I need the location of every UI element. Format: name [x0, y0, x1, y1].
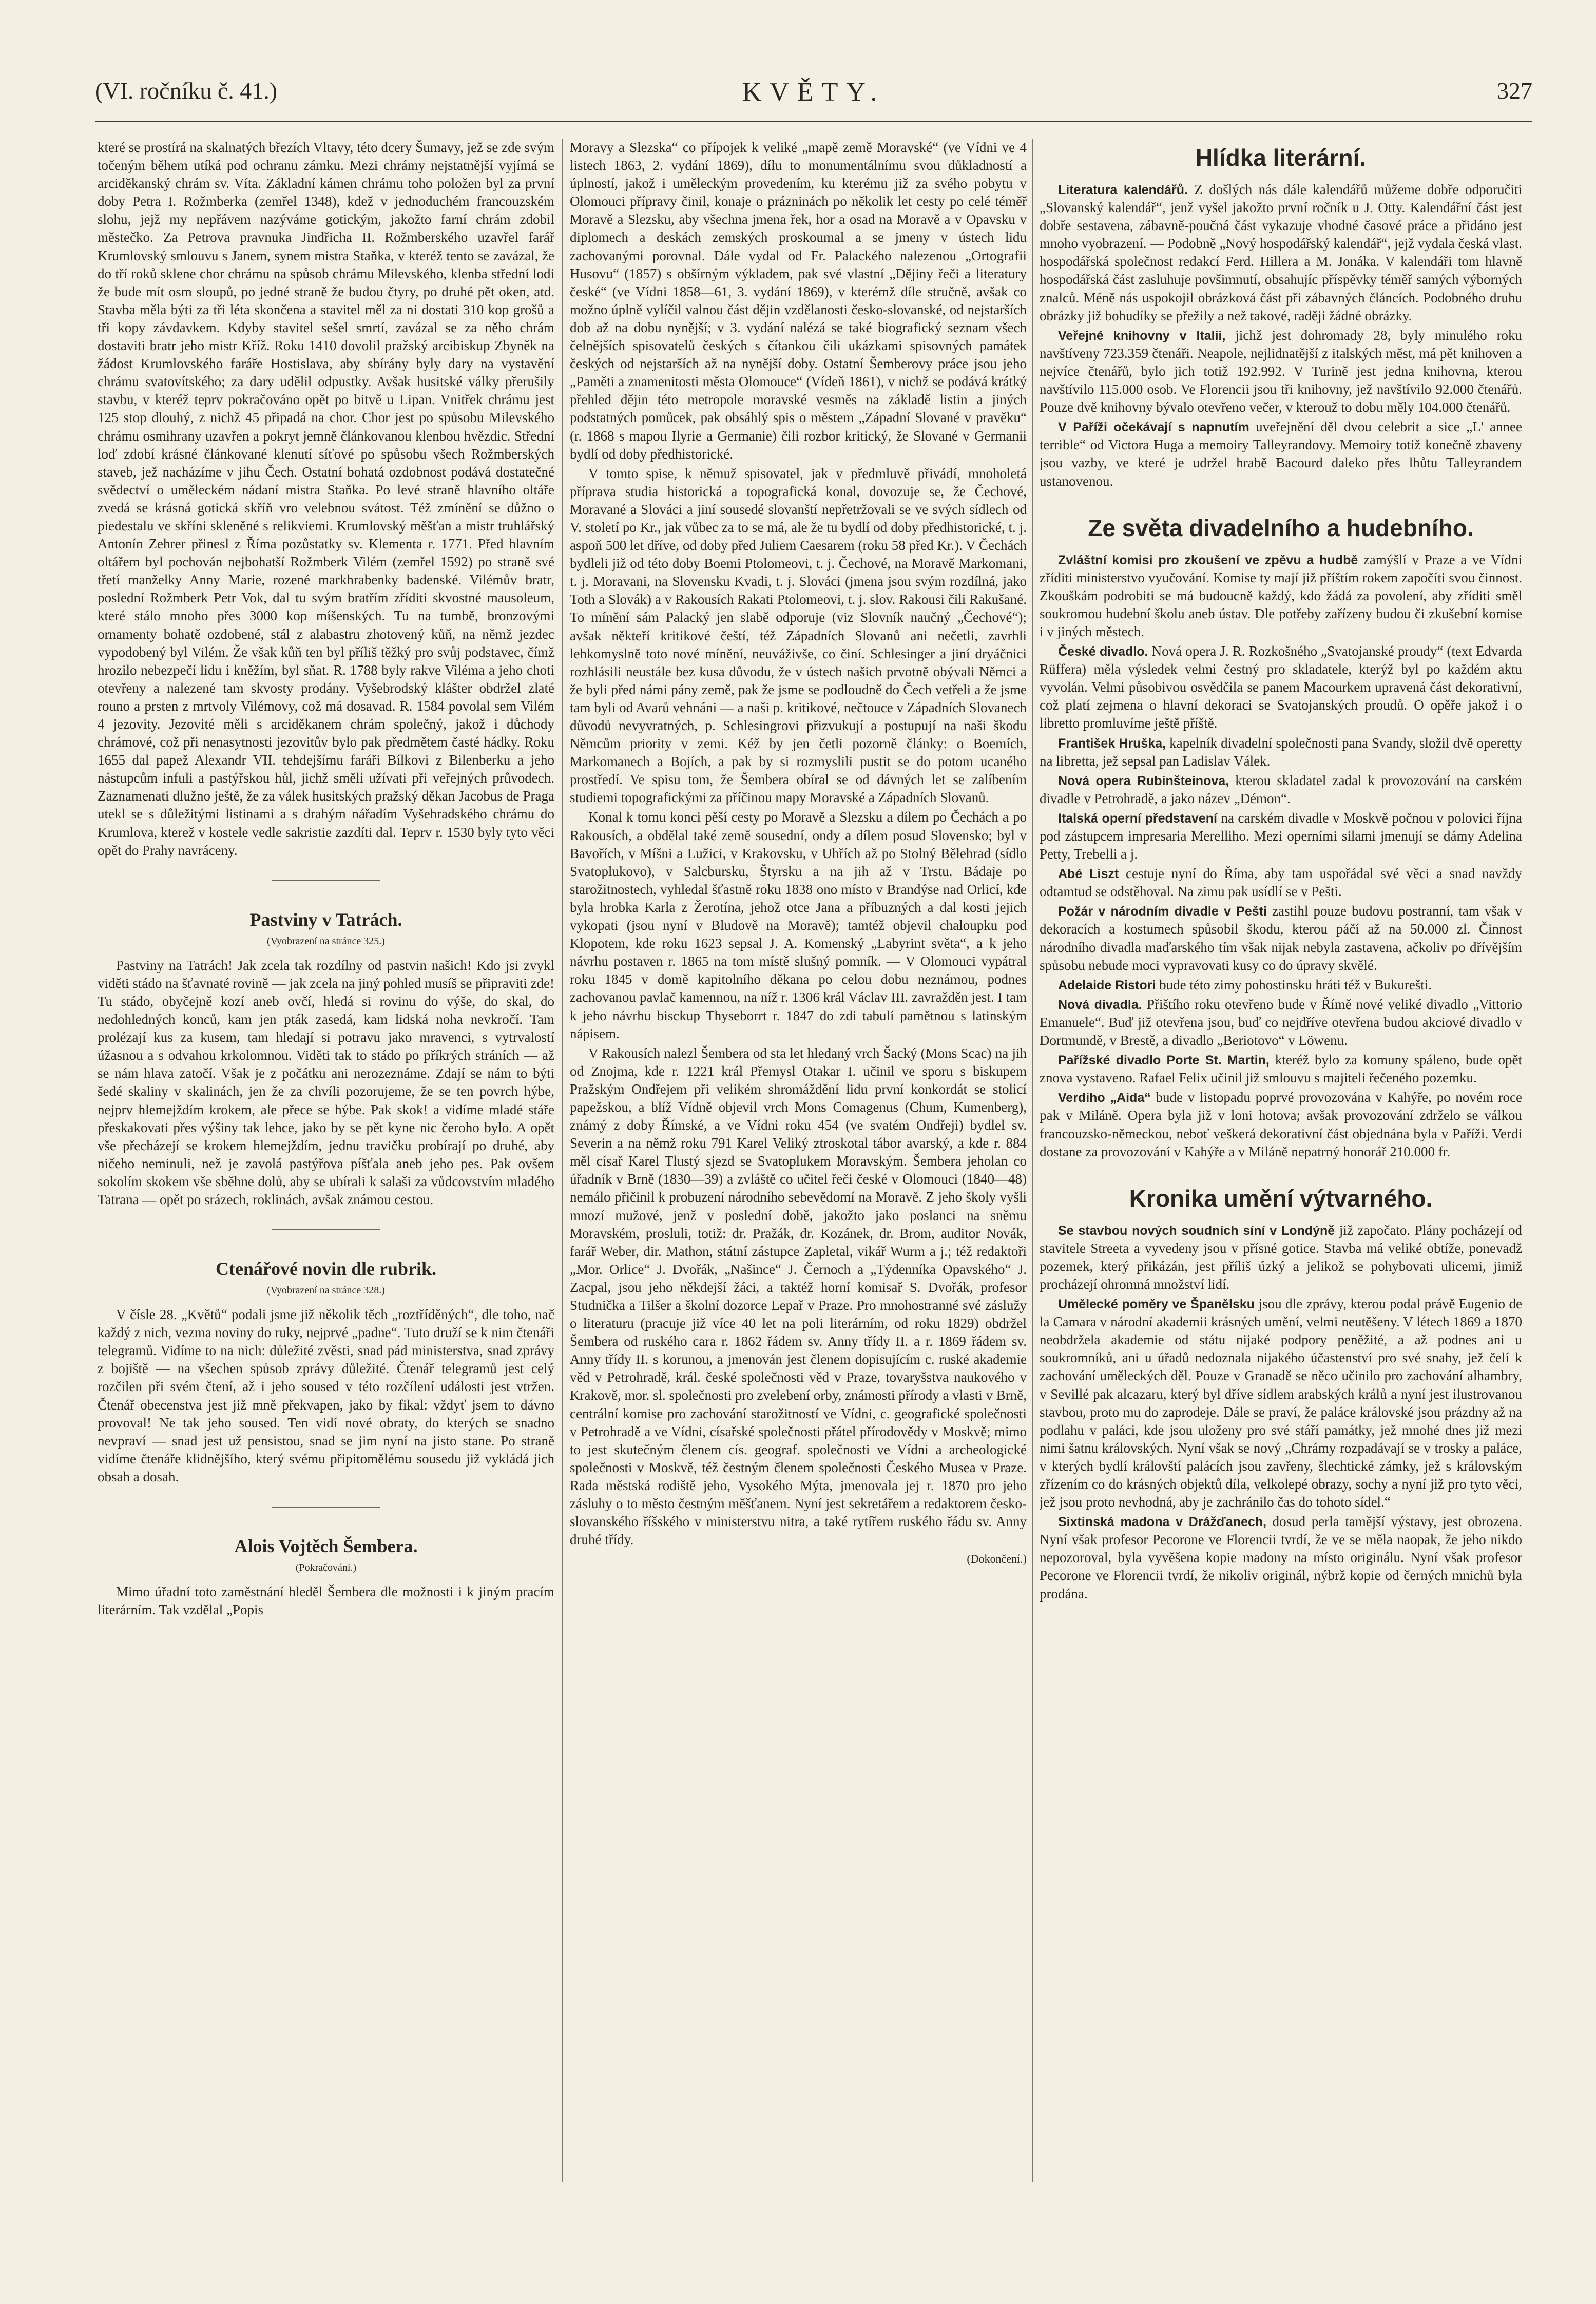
paragraph [1040, 976, 1522, 994]
paragraph-keyword: Verdiho „Aida“ [1058, 1091, 1151, 1106]
paragraph: V tomto spise, k němuž spisovatel, jak v předmluvě přivádí, mnoholetá příprava studia historická a topografická konal, dovozuje se, že Čechové, Moravané a Slováci a jiní sousedé slovanští nepřetržovali se ve svých sídlech od V. století po Kr., jak vůbec za to se má, ale že tu bydlí od doby předhistorické, t. j. aspoň 500 let dříve, od doby před Juliem Caesarem (roku 58 před Kr.). V Čechách bydleli již od této doby Boemi Ptolomeovi, t. j. Čechové, na Moravě Markomani, t. j. Moravani, na Slovensku Kvadi, t. j. Slováci (jmena jsou svým rozdílná, jako Toth a Slovák) a v Rakousích Rakati Ptolomeovi, t. j. slov. Rakousi čili Rakušané. To mínění sám Palacký jen slabě odporuje (viz Slovník naučný „Čechové“); avšak někteří kritikové čeští, též Západních Slovanů ani nečetli, zavrhli lehkomyslně toto nové mínění, neuváživše, co činí. Schlesinger a jiní dryáčnici rozhlásili neustále bez kusa důvodu, že v ústech našich prvotně obývali Němci a že byli před námi pány země, pak že jsme se podloudně do Čech vetřeli a že jsme tam byli od Avarů vehnáni — a naši p. kritikové, nečtouce v Západních Slovanech důvodů nevyvratných, p. Schlesingrovi přizvukují a postupují na naši škodu Němcům priority v zemi. Kéž by jen četli pozorně články: o Boemích, Markomanech a Bojích, a pak by si rozmyslili pustit se do potom ucaného prostředí. Ve spisu tom, že Šembera obíral se od dávných let se zalíbením studiemi topografickými za příčinou mapy Moravské a Západních Slovanů. [570, 465, 1027, 806]
paragraph-text: kteréž bylo za komuny spáleno, bude opět znova vystaveno. Rafael Felix učinil již smlouvu s majiteli řečeného pozemku. [1040, 1052, 1522, 1086]
column-left [98, 139, 554, 2213]
paragraph [1040, 809, 1522, 863]
paragraph-text: Přištího roku otevřeno bude v Římě nové veliké divadlo „Vittorio Emanuele“. Buď již otevřena jsou, buď co nejdříve otevřena budou akciové divadlo v Dortmundě, v Brestě, a divadlo „Beriotovo“ v Löwenu. [1040, 996, 1522, 1049]
paragraph-keyword: Požár v národním divadle v Pešti [1058, 904, 1267, 919]
paragraph [1040, 418, 1522, 490]
paragraph-keyword: Adelaide Ristori [1058, 978, 1156, 993]
paragraph-text: Z došlých nás dále kalendářů můžeme dobře odporučiti „Slovanský kalendář“, jenž vyšel jakožto první ročník u J. Otty. Kalendářní část jest dobře sestavena, zábavně-poučná část vykazuje vhodné časové práce a přidáno jest mnoho vyobrazení. — Podobně „Nový hospodářský kalendář“, jejž vydala česká vlast. hospodářská společnost redakcí Ferd. Hillera a M. Jonáka. V kalendáři tom hlavně hospodářská část zasluhuje povšimnutí, obsahujíc příspěvky téměř samých výborných znalců. Méně nás uspokojil obrázková část při zábavných článcích. Podobného druhu obrázky již bohudíky se přežily a než takové, raději žádné obrázky. [1040, 182, 1522, 323]
paragraph [1040, 551, 1522, 641]
paragraph-keyword: Veřejné knihovny v Italii, [1058, 328, 1226, 343]
separator [272, 880, 380, 881]
paragraph-keyword: František Hruška, [1058, 736, 1166, 751]
paragraph-keyword: České divadlo. [1058, 644, 1148, 659]
volume-issue: (VI. ročníku č. 41.) [95, 78, 278, 104]
continuation-note: (Dokončení.) [967, 1552, 1027, 1566]
article-note: (Pokračování.) [295, 1562, 357, 1573]
paragraph: V čísle 28. „Květů“ podali jsme již několik těch „roztříděných“, dle toho, nač každý z nich, vezma noviny do ruky, nejprvé „padne“. Tuto druží se k nim čtenáři telegramů. Vidíme to na nich: důležité zvěsti, snad pád ministerstva, snad zprávy z bojiště — na všechen spůsob zprávy důležité. Čtenář telegramů jest celý rozčilen při svém čtení, až i jeho soused v této rozčílení události jest vtržen. Čtenář obecenstva jest již mně překvapen, jako by fikal: vždyť jsem to dávno provoval! Ne tak jeho soused. Ten vidí nové obraty, do kterých se snadno nevpraví — snad jest už pensistou, snad se jim nyní na jisto stane. Po straně vidíme čtenáře klidnějšího, který svému připitomělému sousedu již vykládá jich obsah a dosah. [98, 1307, 554, 1484]
paragraph-text: zamýšlí v Praze a ve Vídni zříditi ministerstvo vyučování. Komise ty mají již příštím rokem započíti svou činnost. Zkouškám podrobiti se má budoucně každý, kdo žádá za povolení, aby zříditi směl soukromou hudební školu aneb ústav. Dle potřeby zařízeny budou či zkušební komise i v jiných městech. [1040, 551, 1522, 639]
article-note: (Vyobrazení na stránce 328.) [267, 1285, 385, 1297]
paragraph-keyword: Literatura kalendářů. [1058, 183, 1188, 197]
section-title: Ze světa divadelního a hudebního. [1088, 514, 1474, 541]
paragraph-text: Nová opera J. R. Rozkošného „Svatojanské proudy“ (text Edvarda Rüffera) měla výsledek velmi čestný pro skladatele, kterýž byl po každém aktu vyvolán. Velmi působivou osvědčila se panem Macourkem upravená část dekorativní, což platí zejmena o hlavní dekoraci se Svatojanských proudů. O opěře jakož i o libretto promluvíme ještě příště. [1040, 643, 1522, 731]
paragraph: které se prostírá na skalnatých březích Vltavy, této dcery Šumavy, jež se zde svým točeným během utíká pod ochranu zámku. Mezi chrámy nejstatnější vyjímá se arciděkanský chrám sv. Víta. Základní kámen chrámu toho položen byl za první doby Petra I. Rožmberka (zemřel 1348), kdež v jednoduchém francouzském slohu, jejž my nepřávem nazýváme gotickým, jakožto farní chrám zdobil městečko. Za Petrova pravnuka Jindřicha II. Rožmberského uzavřel farář Krumlovský smlouvu s Janem, synem mistra Staňka, v kteréž tento se zavázal, že do tří roků sklene chor chrámu na spůsob chrámu Milevského, klenba střední lodi že bude mít osm sloupů, po jedné straně že budou čtyry, po druhé pět oken, atd. Stavba měla býti za tři léta skončena a stavitel měl za ni dostati 310 kop grošů a tři kopy závdavkem. Kdyby stavitel sešel smrtí, zavázal se za něho chrám dostaviti bratr jeho mistr Kříž. Roku 1410 dovolil pražský arcibiskup Zbyněk na žádost Krumlovského faráře Hostislava, aby sbírány byly dary na vystavění chrámu svatovítského; za dary udělil odpustky. Avšak husitské války přerušily stavbu, v kteréž teprv pokračováno opět po bitvě u Lipan. Vnitřek chrámu jest 125 stop dlouhý, z nichž 45 připadá na chor. Chor jest po spůsobu Milevského chrámu osmihrany uzavřen a pokryt jemně článkovanou klenbou hvězdic. Střední loď zdobí krásné článkované klenutí síťové po spůsobu všech Rožmberských staveb, jež nacházíme v jihu Čech. Ostatní bohatá ozdobnost podává dostatečné svědectví o uměleckém nádaní mistra Staňka. Po levé straně hlavního oltáře zvedá se krásná gotická skříň vro velebnou svátost. Též zmínění se důžno o piedestalu ve skříni skleněné s relikviemi. Krumlovský měšťan a mistr truhlářský Antonín Zehrer přinesl z Říma pozůstatky sv. Klementa r. 1771. Před hlavním oltářem byl pochován nejbohatší Rožmberk Vilém (zemřel 1592) po straně své třetí manželky Anny Marie, rozené markhrabenky badenské. Vilémův bratr, poslední Rožmberk Petr Vok, dal tu svým bratřím zříditi skvostné mausoleum, které stálo mnoho přes 3000 kop míšenských. Tu na tumbě, bronzovými ornamenty bohatě ozdobené, stál z alabastru zhotovený kůň, na němž jezdec vypodobený byl Vilém. Že však kůň ten byl příliš těžký pro svůj podstavec, čímž hrozilo nebezpečí lidu i kněžím, byl sňat. R. 1788 byly rakve Viléma a jeho choti otevřeny a nalezené tam skvosty prodány. Vyšebrodský klášter obdržel zlaté rouno a prsten z mrtvoly Vilémovy, což má dosavad. R. 1584 povolal sem Vilém 4 jezovity. Jezovité měli s arciděkanem chrám společný, jakož i důchody chrámové, což při nenasytnosti jezovitův bylo pak předmětem časté hádky. Roku 1655 dal papež Alexandr VII. tehdejšímu faráři Bílkovi z Bilenberku a jeho nástupcům infuli a pastýřskou hůl, jichž směli užívati při veřejných průvodech. Zaznamenati dlužno ještě, že za válek husitských pražský děkan Jacobus de Praga utekl se s důležitými listinami a s drahým nářadím Vyšehradského chrámu do Krumlova, kterež v kostele vedle sakristie zazdíti dal. Teprv r. 1530 byly tyto věci opět do Prahy navráceny. [98, 140, 554, 858]
page-number: 327 [1497, 78, 1532, 104]
paragraph [1040, 327, 1522, 416]
section-title: Hlídka literární. [1195, 144, 1367, 171]
paragraph [1040, 1295, 1522, 1511]
column-divider [1032, 139, 1033, 2182]
paragraph [1040, 865, 1522, 901]
paragraph-text: uveřejnění děl dvou celebrit a sice „L' annee terrible“ od Victora Huga a memoiry Talleyrandovy. Memoiry totiž konečně zbaveny jsou vazby, ve které je udržel hrabě Bacourd dalekо přes lhůtu Talleyrandem ustanovenou. [1040, 419, 1522, 489]
paragraph [1040, 734, 1522, 770]
paragraph-keyword: Pařížské divadlo Porte St. Martin, [1058, 1053, 1270, 1068]
paragraph [1040, 181, 1522, 325]
paragraph-keyword: Nová opera Rubinšteinova, [1058, 773, 1229, 788]
paragraph: Mimo úřadní toto zaměstnání hleděl Šembera dle možnosti i k jiným pracím literárním. Tak vzdělal „Popis [98, 1584, 554, 1618]
paragraph-text: jichž jest dohromady 28, byly minulého roku navštíveny 723.359 čtenáři. Neapole, nejlidnatější z italských měst, má pět knihoven a nejvíce čtenářů, bylo jich totiž 192.992. V Turině jest jedna knihovna, kterou navštívilo 115.000 osob. Ve Florencii jsou tři knihovny, jež navštívilo 92.000 čtenářů. Pouze dvě knihovny bývalo otevřeno večer, v kterouž to dobu měly 104.000 čtenářů. [1040, 327, 1522, 415]
paragraph-text: již započato. Plány pocházejí od stavitele Streeta a vyvedeny jsou v přísné gotice. Stavba má veliké obtíže, ponevadž pozemek, který přikázán, jest příliš úzký a jelikož se pohybovati ulicemi, jimiž procházejí ohromná množství lidí. [1040, 1222, 1522, 1292]
paragraph-keyword: Abé Liszt [1058, 867, 1119, 882]
paragraph-keyword: V Paříži očekávají s napnutím [1058, 420, 1249, 435]
paragraph [1040, 772, 1522, 808]
paragraph [1040, 1513, 1522, 1603]
paragraph [1040, 996, 1522, 1050]
paragraph-text: bude v listopadu poprvé provozována v Kahýře, po novém roce pak v Miláně. Opera byla již v loni hotova; avšak provozování zdrželo se válkou francouzsko-německou, neboť veškerá dekorativní část objednána byla v Paříži. Verdi dostane za provozování v Kahýře a v Miláně nepatrný honorář 210.000 fr. [1040, 1090, 1522, 1159]
column-divider [562, 139, 563, 2182]
page-header [95, 77, 1532, 123]
separator [272, 1229, 380, 1230]
paragraph [1040, 1222, 1522, 1293]
paragraph: Pastviny na Tatrách! Jak zcela tak rozdílny od pastvin našich! Kdo jsi zvykl viděti stádo na šťavnaté rovině — jak zcela na jiný pohled musíš se připraviti zde! Tu stádo, obyčejně kozí aneb ovčí, hledá si rovinu do výše, do skal, do nedohledných konců, kam jen pták zasedá, kam lidská noha nevkročí. Tam prolézají kus za kusem, tam hledají si potravu jako mravenci, s vytrvalostí úžasnou a s odvahou krkolomnou. Viděti tak to stádo po příkrých stráních — až se nám hlava zatočí. Však je z počátku ani nerozeznáme. Zdají se nám to býti šedé skaliny v skalinách, jen že za chvíli pozorujeme, že se ten povrch hýbe, nejprv hlemejždím krokem, ale přece se hýbe. Pak skok! a vidíme mladé stáře přeskakovati přes výšiny tak lehce, jako by se pět kyne nic čeroho bylo. A opět vše přecházejí se krokem hlemejždím, jednu travičku probírají po druhé, aby ničeho neminuli, než je zavolá pastýřova píšťala aneb jeho pes. Pak ovšem sokolím skokem vše sběhne dolů, aby se ubírali k salaši za vůdcovstvím mladého Tatrana — opět po srázech, roklinách, avšak známou cestou. [98, 957, 554, 1207]
paragraph-text: kterou skladatel zadal k provozování na carském divadle v Petrohradě, a jako název „Démon“. [1040, 772, 1522, 806]
column-middle [570, 139, 1027, 2213]
paragraph [1040, 1051, 1522, 1087]
separator [272, 1507, 380, 1508]
paragraph-keyword: Nová divadla. [1058, 997, 1142, 1012]
paragraph: Konal k tomu konci pěší cesty po Moravě a Slezsku a dílem po Čechách a po Rakousích, a obdělal také země sousední, ondy a dílem posud Slovensko; byl v Bavořích, v Míšni a Lužici, v Krakovsku, v Uhřích až po Stolný Bělehrad (sídlo Svatoplukovo), v Salcbursku, Štyrsku a na jih až v Trstu. Bádaje po starožitnostech, vyhledal šťastně roku 1838 ono místo v Brandýse nad Orlicí, kde byla hrobka Karla z Žerotína, jehož otce Jana a příbuzných a dal kosti jejich vykopati (jsou nyní v Bludově na Moravě); tamtéž objevil chaloupku pod Klopotem, kde roku 1623 sepsal J. A. Komenský „Labyrint světa“, a k jeho návrhu postaven r. 1865 na tom místě slušný pomník. — V Olomouci vypátral roku 1845 v domě kapitolního děkana po celou dobu neznámou, podnes zachovanou pavlač kamennou, na níž r. 1306 král Václav III. zavražděn jest. I tam k jeho návrhu bisckup Thyseborrt r. 1847 do zdi tabulí pamětnou s latinským nápisem. [570, 809, 1027, 1041]
column-right [1040, 139, 1522, 2213]
article-note: (Vyobrazení na stránce 325.) [267, 935, 385, 947]
journal-title: KVĚTY. [742, 78, 886, 107]
paragraph-text: kapelník divadelní společnosti pana Svandy, složil dvě operetty na libretta, jež sepsal pan Ladislav Válek. [1040, 735, 1522, 769]
paragraph-keyword: Umělecké poměry ve Španělsku [1058, 1297, 1255, 1312]
paragraph-text: bude této zimy pohostinsku hráti též v Bukurešti. [1156, 977, 1432, 993]
paragraph: V Rakousích nalezl Šembera od sta let hledaný vrch Šacký (Mons Scac) na jih od Znojma, kde r. 1221 král Přemysl Otakar I. učinil ve sporu s biskupem Pražským Ondřejem při velikém shromáždění lidu první konkordát se stolicí papežskou, a blíž Vídně objevil vrch Mons Comagenus (Chum, Kumenberg), známý z doby Římské, a ve Vídni roku 454 (ve svatém Ondřeji) bydlel sv. Severin a na němž roku 791 Karel Veliký ztroskotal tábor avarský, a kde r. 884 měl císař Karel Tlustý sjezd se Svatoplukem Moravským. Šembera jeholan co úřadník v Brně (1830—39) a zvláště co učitel řeči české v Olomouci (1840—48) nemálo přičinil k probuzení národního sebevědomí na Moravě. Z jeho školy vyšli mnozí mužové, jenž v poslední době, jakožto jako poslanci na sněmu Moravském, prosluli, totiž: dr. Pražák, dr. Kozánek, dr. Brom, auditor Novák, farář Weber, dir. Mathon, státní zástupce Zapletal, vikář Wurm a j.; též redaktoři „Mor. Orlice“ J. Dvořák, „Našince“ J. Černoch a „Týdenníka Opavského“ J. Zacpal, jsou jeho někdejší žáci, a taktéž horní komisař S. Dvořák, profesor Studnička a Tilšer a školní dozorce Lepař v Praze. Pro mnohostranné své záslužy o literaturu (pracuje již více 40 let na poli literárním, od roku 1829) obdržel Šembera od ruského cara r. 1862 řádem sv. Anny třídy II. a r. 1869 řádem sv. Anny třídy II. s korunou, a jmenován jest členem dopisujícím c. ruské akademie věd v Petrohradě, král. české společnosti věd v Praze, tovaryšstva naukového v Krakově, mor. sl. společnosti pro zvelebení orby, známosti přírody a vlasti v Brně, centrální komise pro zachování starožitností ve Vídni, c. geografické společnosti v Petrohradě a ve Vídni, císařské společnosti přátel přírodovědy v Moskvě; mimo to jest skutečným členem cís. geograf. společnosti ve Vídni a archeologické společnosti v Moskvě, též čestným členem společnosti Českého Musea v Praze. Rada městská rodiště jeho, Vysokého Mýta, jmenovala jej r. 1870 pro jeho zásluhy o to město čestným měšťanem. Nyní jest sekretářem a redaktorem česko-slovanského říšského v ministerstvu nitra, a také rytířem ruského řádu sv. Anny druhé třídy. [570, 1045, 1027, 1548]
paragraph [1040, 1089, 1522, 1160]
paragraph-text: jsou dle zprávy, kterou podal právě Eugenio de la Camara v národní akademii krásných umění, velmi neutěšeny. V létech 1869 a 1870 neobdržela akademie od státu nijaké podpory peněžité, a až podnes ani u soukromníků, ani u úřadů nedoznala nijakého účastenství pro své snahy, jež čelí k zachování uměleckých děl. Pouze v Granadě se něco učinilo pro zachování alhambry, v Sevillé pak alcazaru, který byl dříve sídlem arabských králů a nyní jest ilustrovanou stavbou, proto mu do zaprodeje. Dále se praví, že paláce královské jsou prázdny až na podlahu v paláci, kde jsou uloženy pro své stáří památky, jež mnohé dnes již mezi nimi šatnu královských. Nyní však se nový „Chrámy rozpadávají se v trosky a paláce, v kterých bydlí královští palácích jsou zavřeny, šlechtické zámky, jež s královským zřízením co do krásných objektů díla, velkolepé obrazy, sochy a nyní již pro tyto věci, jež jsou proto nevhodná, aby je zachránilo čas do tohoto sídel.“ [1040, 1296, 1522, 1510]
paragraph-keyword: Se stavbou nových soudních síní v Londýně [1058, 1223, 1335, 1238]
paragraph-keyword: Italská operní představení [1058, 811, 1217, 826]
paragraph [1040, 902, 1522, 974]
paragraph-keyword: Sixtinská madona v Drážďanech, [1058, 1515, 1267, 1530]
article-title: Alois Vojtěch Šembera. [234, 1536, 418, 1556]
paragraph-text: zastihl pouze budovu postranní, tam však v dekoracích a kostumech spůsobil škodu, kterou páčí až na 50.000 zl. Činnost národního divadla maďarského tím však nijak nebyla zastavena, ačkoliv po dřívějším spůsobu nebude moci vypravovati kusy co do úpravy skvělé. [1040, 903, 1522, 973]
header-rule [95, 121, 1532, 122]
section-title: Kronika umění výtvarného. [1129, 1185, 1433, 1212]
article-title: Ctenářové novin dle rubrik. [215, 1259, 436, 1280]
paragraph-text: cestuje nyní do Říma, aby tam uspořádal své věci a snad navždy odtamtud se odstěhoval. Na zimu pak usídlí se v Pešti. [1040, 866, 1522, 900]
paragraph-keyword: Zvláštní komisi pro zkoušení ve zpěvu a hudbě [1058, 553, 1358, 567]
paragraph [1040, 642, 1522, 732]
paragraph-text: na carském divadle v Moskvě počnou v polovici října pod zástupcem impresaria Merelliho. Mezi operními silami jmenují se dámy Adelina Petty, Trebelli a j. [1040, 810, 1522, 862]
paragraph: Moravy a Slezska“ co přípojek k veliké „mapě země Moravské“ (ve Vídni ve 4 listech 1863, 2. vydání 1869), dílu to monumentálnímu svou důkladností a úplností, jakož i uměleckým provedením, ku kterému již za svého pobytu v Olomouci přípravy činil, konaje o prázninách po několik let cesty po celé téměř Moravě a Slezsku, aby všechna jmena řek, hor a osad na Moravě a v Opavsku v diplomech a deskách zemských proskoumal a se jmeny v ústech lidu zachovanými porovnal. Dále vydal od Fr. Palackého nalezenou „Ortografii Husovu“ (1857) s obšírným výkladem, pak své vlastní „Dějiny řeči a literatury české“ (ve Vídni 1858—61, 3. vydání 1869), v kterémž díle stručně, avšak co možno úplně vylíčil valnou část dějin vzdělanosti česko-slovanské, od nejstarších dob až na dobu nynější; v 3. vydání nalézá se také biografický seznam všech čelnějších spisovatelů českých s čítankou čili ukázkami spisovných památek českých od nejstarších až na nynější doby. Ostatní Šemberovy práce jsou jeho „Paměti a znamenitosti města Olomouce“ (Vídeň 1861), v nichž se podává krátký přehled dějin této metropole moravské vesměs na základě listin a jiných podstatných pomůcek, pak obsáhlý spis o městem „Západní Slované v pravěku“ (r. 1868 s mapou Ilyrie a Germanie) čili rozbor kritický, že Slované v Germanii bydlí od doby předhistorické. [570, 140, 1027, 462]
article-title: Pastviny v Tatrách. [249, 909, 402, 930]
paragraph-text: dosud perla tamější výstavy, jest obrozena. Nyní však profesor Pecorone ve Florencii tvrdí, že ve se měla naopak, že jeho nikdo nepozoroval, byla vyvěšena kopie madony na místo originálu. Nyní však profesor Pecorone ve Florencii tvrdí, že nikoliv originál, nýbrž kopie od černých mnichů byla prodána. [1040, 1514, 1522, 1602]
